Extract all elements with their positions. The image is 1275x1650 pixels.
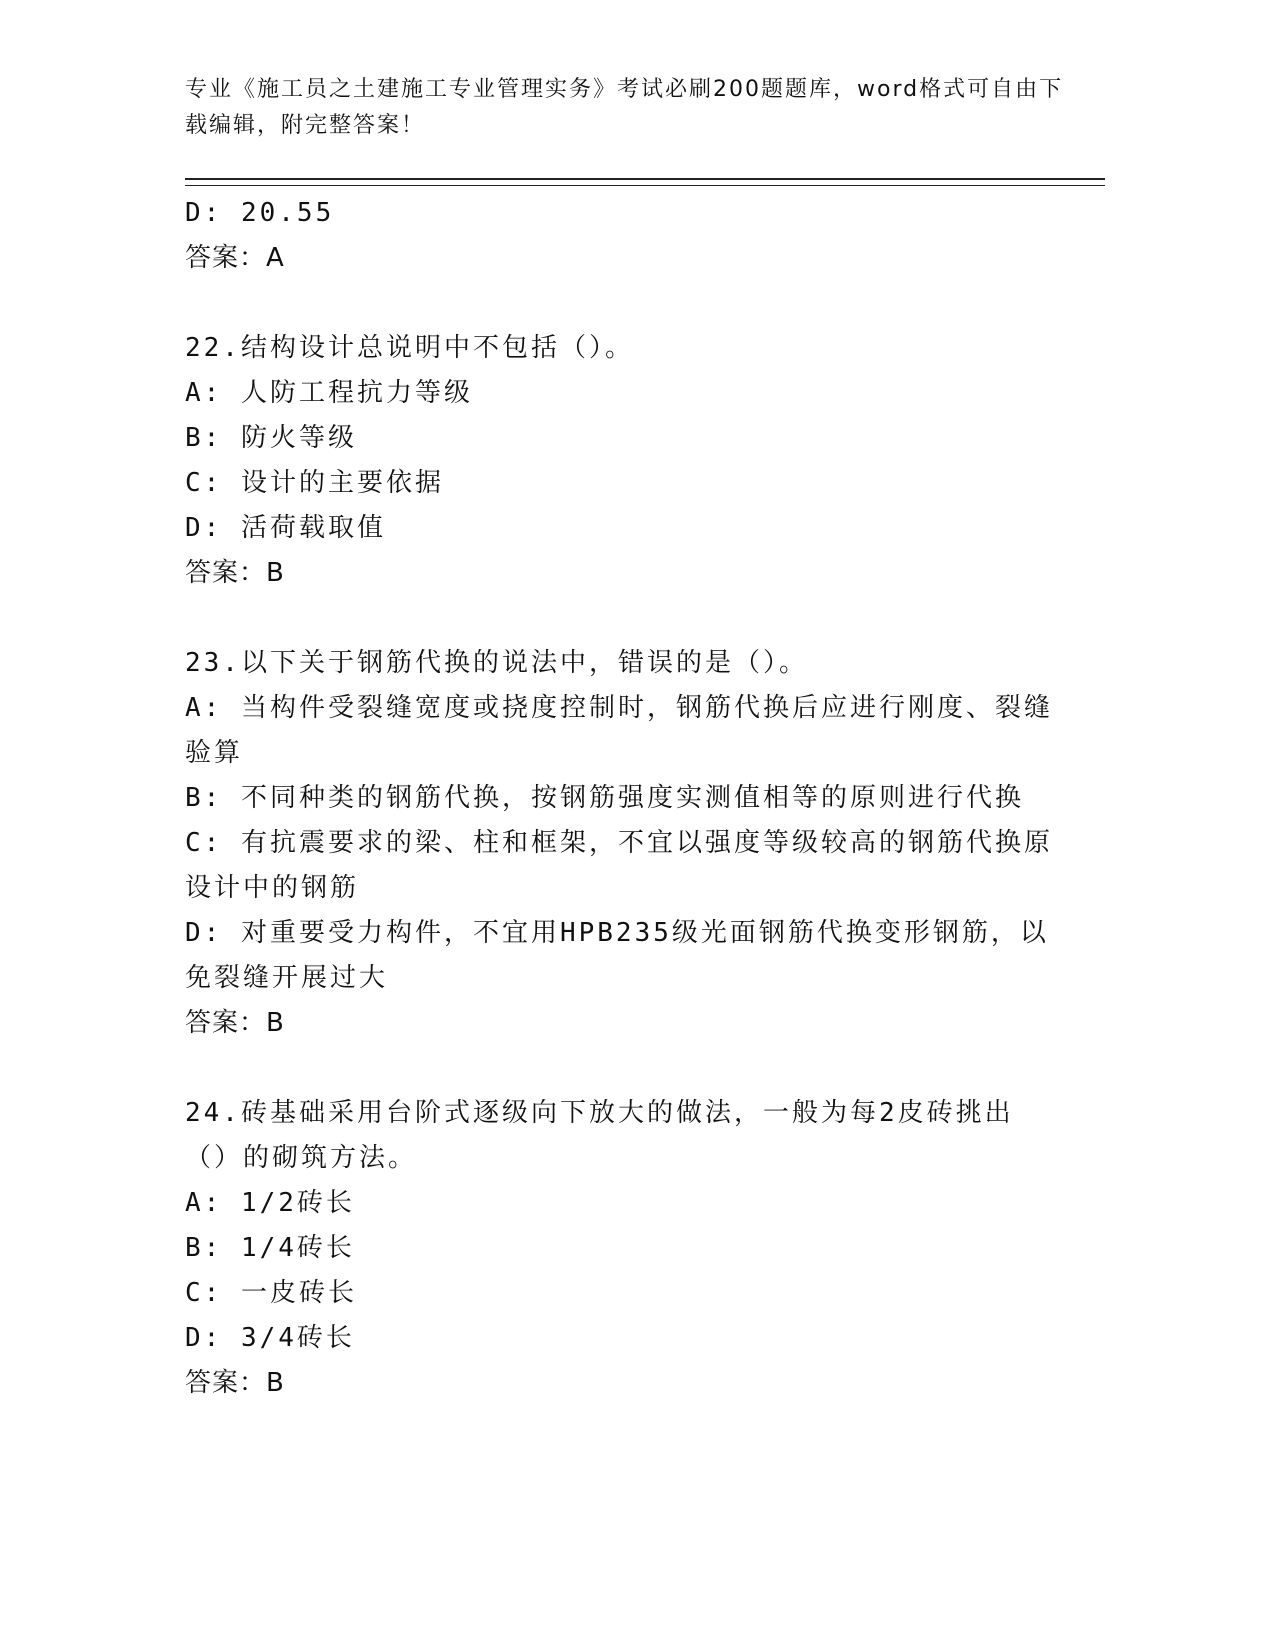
question-stem: 23.以下关于钢筋代换的说法中，错误的是（）。 xyxy=(185,648,808,678)
option-c: C: 一皮砖长 xyxy=(185,1278,357,1308)
option-c: C: 有抗震要求的梁、柱和框架，不宜以强度等级较高的钢筋代换原设计中的钢筋 xyxy=(185,828,1053,903)
question-stem: 24.砖基础采用台阶式逐级向下放大的做法，一般为每2皮砖挑出（）的砌筑方法。 xyxy=(185,1098,1014,1173)
option-b: B: 防火等级 xyxy=(185,423,357,453)
option-d: D: 对重要受力构件，不宜用HPB235级光面钢筋代换变形钢筋，以免裂缝开展过大 xyxy=(185,918,1049,993)
option-b: B: 不同种类的钢筋代换，按钢筋强度实测值相等的原则进行代换 xyxy=(185,783,1024,813)
answer: 答案：B xyxy=(185,1008,285,1038)
header-divider xyxy=(185,178,1105,186)
option-a: A: 人防工程抗力等级 xyxy=(185,378,473,408)
option-d: D: 3/4砖长 xyxy=(185,1323,355,1353)
document-body xyxy=(185,191,1075,1406)
question-stem: 22.结构设计总说明中不包括（）。 xyxy=(185,333,634,363)
option-a: A: 1/2砖长 xyxy=(185,1188,355,1218)
answer: 答案：B xyxy=(185,1368,285,1398)
option-a: A: 当构件受裂缝宽度或挠度控制时，钢筋代换后应进行刚度、裂缝验算 xyxy=(185,693,1053,768)
document-header: 专业《施工员之土建施工专业管理实务》考试必刷200题题库，word格式可自由下载编辑，附完整答案！ xyxy=(185,77,1064,138)
option-b: B: 1/4砖长 xyxy=(185,1233,355,1263)
question-23 xyxy=(185,641,1075,1046)
option-c: C: 设计的主要依据 xyxy=(185,468,444,498)
question-24 xyxy=(185,1091,1075,1406)
option-d: D: 活荷载取值 xyxy=(185,513,386,543)
answer: 答案：B xyxy=(185,558,285,588)
prev-answer: 答案：A xyxy=(185,243,285,273)
question-22 xyxy=(185,326,1075,596)
prev-option-d: D: 20.55 xyxy=(185,198,335,228)
